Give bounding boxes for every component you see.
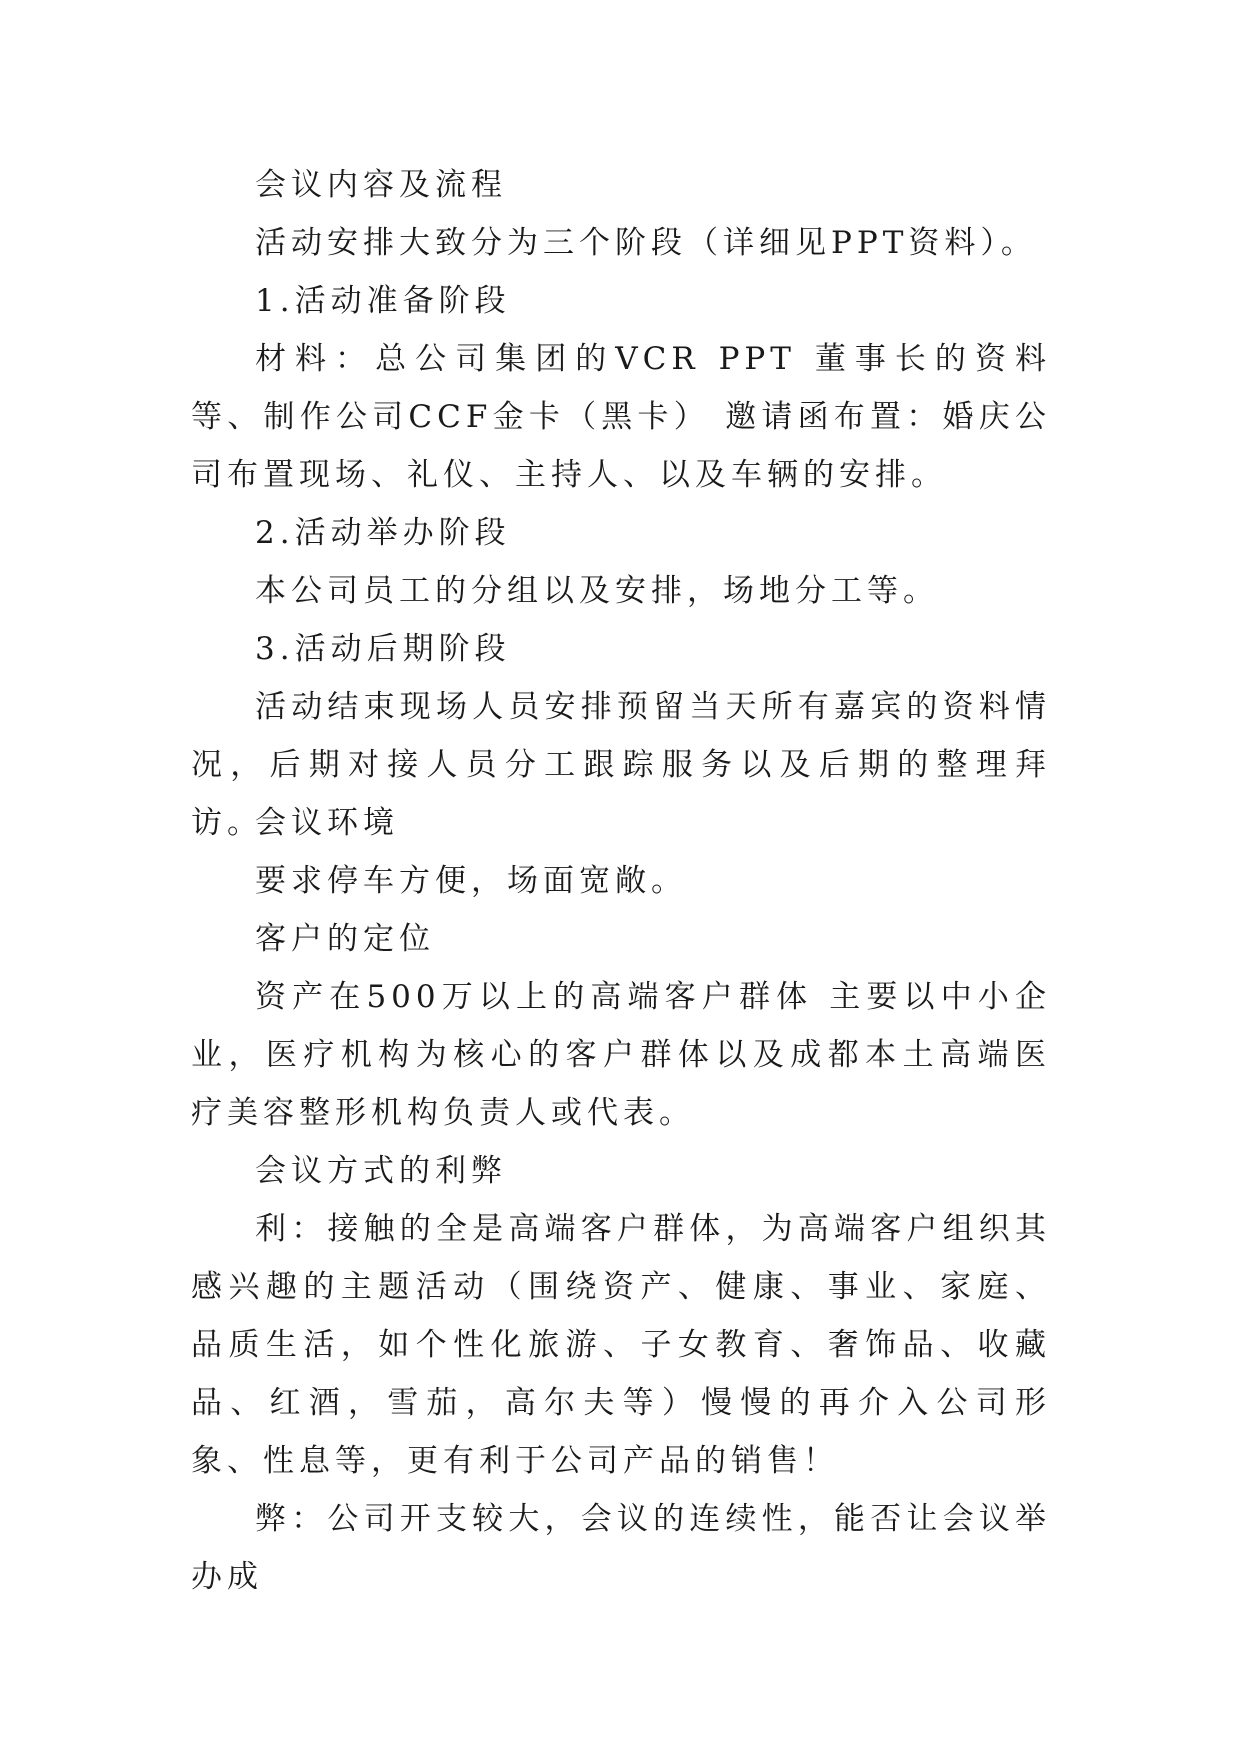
paragraph-activity-stages: 活动安排大致分为三个阶段（详细见PPT资料）。 [255, 225, 1037, 261]
heading-stage-preparation: 1.活动准备阶段 [255, 283, 511, 319]
paragraph-pros: 利：接触的全是高端客户群体，为高端客户组织其感兴趣的主题活动（围绕资产、健康、事业、家庭、品质生活，如个性化旅游、子女教育、奢饰品、收藏品、红酒，雪茄，高尔夫等）慢慢的再介入公司形象、性息等，更有利于公司产品的销售！ [191, 1211, 1051, 1479]
heading-meeting-environment: 会议环境 [255, 805, 399, 841]
document-body [191, 156, 1051, 1606]
heading-meeting-content: 会议内容及流程 [255, 167, 507, 203]
heading-stage-followup: 3.活动后期阶段 [255, 631, 511, 667]
paragraph-followup: 活动结束现场人员安排预留当天所有嘉宾的资料情况，后期对接人员分工跟踪服务以及后期的整理拜访。 [191, 689, 1051, 841]
paragraph-materials: 材料：总公司集团的VCR PPT 董事长的资料等、制作公司CCF金卡（黑卡） 邀请函布置：婚庆公司布置现场、礼仪、主持人、以及车辆的安排。 [191, 341, 1051, 493]
heading-stage-hosting: 2.活动举办阶段 [255, 515, 511, 551]
paragraph-customer-positioning: 资产在500万以上的高端客户群体 主要以中小企业，医疗机构为核心的客户群体以及成都本土高端医疗美容整形机构负责人或代表。 [191, 979, 1051, 1131]
paragraph-cons: 弊：公司开支较大，会议的连续性，能否让会议举办成 [191, 1501, 1051, 1595]
paragraph-staff-grouping: 本公司员工的分组以及安排，场地分工等。 [255, 573, 939, 609]
heading-pros-cons: 会议方式的利弊 [255, 1153, 507, 1189]
paragraph-environment: 要求停车方便，场面宽敞。 [255, 863, 687, 899]
heading-customer-positioning: 客户的定位 [255, 921, 435, 957]
